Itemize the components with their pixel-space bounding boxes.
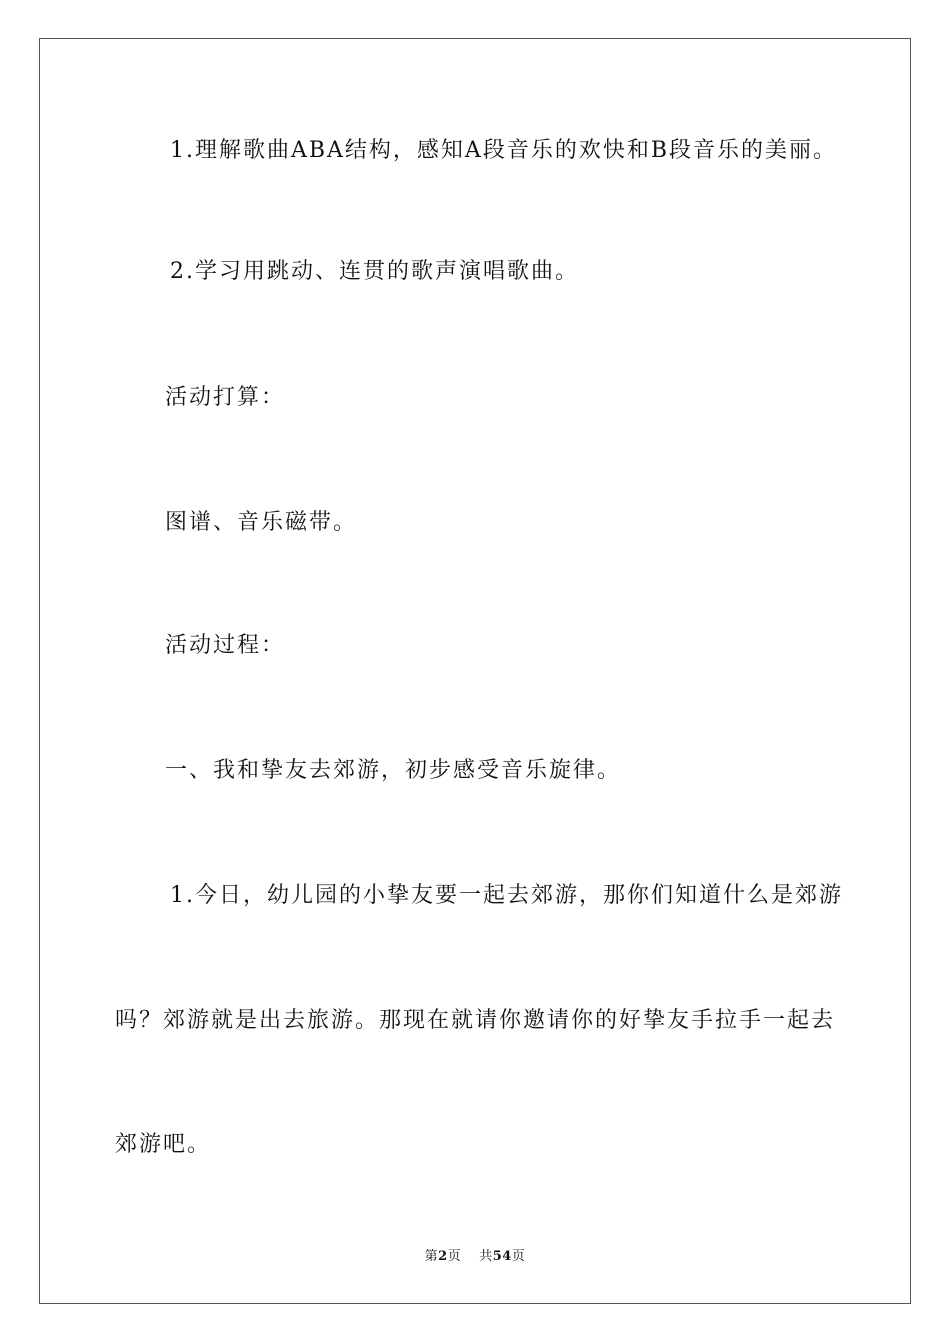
paragraph-objective-1: 1.理解歌曲ABA结构，感知A段音乐的欢快和B段音乐的美丽。 <box>170 138 837 163</box>
page-footer <box>0 1248 950 1266</box>
footer-page-suffix: 页 <box>447 1249 462 1264</box>
footer-page-prefix: 第 <box>424 1249 439 1264</box>
footer-total-pages: 54 <box>492 1249 512 1264</box>
paragraph-step-one: 一、我和挚友去郊游，初步感受音乐旋律。 <box>165 758 622 783</box>
paragraph-step-one-1-line3: 郊游吧。 <box>115 1132 212 1157</box>
paragraph-step-one-1-line1: 1.今日，幼儿园的小挚友要一起去郊游，那你们知道什么是郊游 <box>170 883 843 908</box>
paragraph-objective-2: 2.学习用跳动、连贯的歌声演唱歌曲。 <box>170 259 579 284</box>
footer-total-prefix: 共 <box>479 1249 493 1264</box>
footer-total-suffix: 页 <box>511 1249 526 1264</box>
heading-process: 活动过程： <box>165 633 286 658</box>
paragraph-step-one-1-line2: 吗？郊游就是出去旅游。那现在就请你邀请你的好挚友手拉手一起去 <box>115 1008 836 1033</box>
heading-preparation: 活动打算： <box>165 385 286 410</box>
footer-page-number: 2 <box>438 1249 448 1264</box>
paragraph-materials: 图谱、音乐磁带。 <box>165 510 358 535</box>
page-frame <box>39 38 911 1304</box>
